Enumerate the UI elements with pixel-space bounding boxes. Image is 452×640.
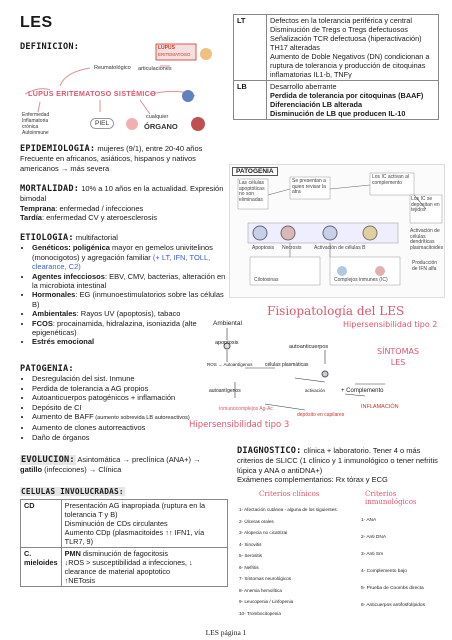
definicion-heading: DEFINICION: (20, 42, 80, 52)
patogenia (20, 364, 216, 442)
fig-badge-1: LUPUS (158, 45, 175, 51)
evolucion-label: EVOLUCION: (21, 455, 75, 465)
epidemiologia-label: EPIDEMIOLOGIA: (20, 144, 96, 154)
list-item: • Perdida de tolerancia a AG propios (32, 384, 216, 393)
diagnostico-label: DIAGNOSTICO: (237, 446, 302, 456)
list-item: • Aumento de clones autorreactivos (32, 423, 216, 432)
criterios-inmuno-list (361, 512, 445, 614)
list-item: 6- Nefritis (239, 564, 259, 570)
fisio-autoantigenos: autoantígenos (209, 388, 241, 394)
patogenia-figure: PATOGENIA Las células apoptóticas no son eliminadas Se presentan a quien revisar la atra Los IC activan al complemento Los IC se depositan en tejidos Apoptosis Necrosis Activación de células B Activación de células dendríticas plasmacitoides Producción de IFN alfa Cilotoxinas Complejos inmunes (IC) (229, 164, 445, 298)
celulas-table (20, 499, 228, 587)
page-title: LES (20, 14, 53, 31)
table-row: LB Desarrollo aberrante Perdida de tolerancia por citoquinas (BAAF) Diferenciación LB alterada Disminución de LB que producen IL-10 (234, 81, 439, 120)
etiologia (20, 233, 226, 347)
list-item: 5- Serositis (239, 553, 262, 558)
hiper3: Hipersensibilidad tipo 3 (189, 420, 290, 430)
fisio-celulas: células plasmáticas (265, 362, 309, 368)
list-item: 6- Anticuerpos antifosfolípidos (361, 603, 425, 608)
list-item: 3- Anti Sm (361, 552, 384, 557)
patogenia-label: PATOGENIA: (20, 364, 74, 374)
fisio-inflamacion: INFLAMACIÓN (361, 404, 399, 410)
table-row: LT Defectos en la tolerancia periférica y central Disminución de Tregs o Tregs defectuosos Señalización TCR defectuosa (hiperactivación) TH17 alteradas Aumento de Doble Negativos (DN) condicionan a ruptura de tolerancia y producción de citoquinas inflamatorias IL1-b, TNFγ (234, 15, 439, 81)
fisio-autoanticuerpos: autoanticuerpos (289, 344, 329, 350)
fig-organo: ÓRGANO (144, 122, 178, 131)
fig-piel: PIEL (90, 118, 114, 129)
celulas-label: CELULAS INVOLUCRADAS: (21, 487, 124, 496)
list-item: 9- Leucopenia / Linfopenia (239, 599, 294, 604)
fig-articulaciones: articulaciones (138, 66, 172, 72)
etiologia-label: ETIOLOGIA: (20, 233, 74, 243)
list-item: • Aumento de BAFF (aumento sobrevida LB autoreactivos) (32, 412, 216, 423)
patogenia-list (20, 374, 216, 442)
patogenia-fig-title: PATOGENIA (232, 167, 278, 176)
criterios-figure (237, 488, 445, 620)
lupus-figure (20, 38, 226, 142)
fisio-ros: ROS → Autoantígenos (207, 362, 253, 367)
fisio-title: Fisiopatología del LES (267, 304, 405, 318)
temprana-label: Temprana (20, 203, 56, 213)
list-item: • Autoanticuerpos patogénicos + inflamación (32, 393, 216, 402)
list-item: 10- Trombocitopenia (239, 610, 281, 616)
sintomas: SÍNTOMAS LES (377, 347, 420, 367)
list-item: • Genéticos: poligénica mayor en gemelos univitelinos (monocigotos) y agregación familiar (+ LT, IFN, TOLL, clearance, C2) (32, 243, 226, 271)
list-item: • Agentes infecciosos: EBV, CMV, bacterias, alteración en la microbiota intestinal (32, 272, 226, 291)
lt-lb-table (233, 14, 439, 120)
mortalidad (20, 184, 226, 223)
list-item: 5- Prueba de Coombs directa (361, 586, 424, 591)
criterios-inmuno-title: Criterios inmunológicos (365, 490, 417, 506)
list-item: 2- Anti DNA (361, 535, 387, 540)
criterios-clinicos-title: Criterios clínicos (259, 490, 320, 498)
list-item: 4- Sinovitis (239, 541, 262, 547)
tardia-label: Tardía (20, 213, 42, 223)
hiper2: Hipersensibilidad tipo 2 (343, 320, 438, 329)
fisio-deposito: depósito en capilares (297, 412, 345, 418)
etiologia-list (20, 243, 226, 346)
list-item: • FCOS: procainamida, hidralazina, isoniazida (alte epigenéticas) (32, 319, 226, 338)
list-item: 8- Anemia hemolítica (239, 587, 282, 593)
page-footer: LES página 1 (205, 628, 247, 637)
fisio-ambiental: Ambiental (213, 320, 242, 327)
fig-badge-2: ERITEMATOSO (158, 52, 191, 57)
list-item: 1- ANA (361, 518, 377, 523)
mortalidad-label: MORTALIDAD: (20, 184, 80, 194)
list-item: 3- Alopecia no cicatrizal (239, 530, 288, 535)
list-item: • Desregulación del sist. Inmune (32, 374, 216, 383)
list-item: • Depósito de CI (32, 403, 216, 412)
fisiopatologia-figure (189, 298, 445, 438)
fig-title: LUPUS ERITEMATOSO SISTÉMICO (28, 89, 157, 98)
fisio-activacion: activación (305, 388, 326, 393)
list-item: 4- Complemento bajo (361, 569, 407, 574)
list-item: • Estrés emocional (32, 337, 226, 346)
list-item: 2- Úlceras orales (239, 518, 274, 524)
evolucion: EVOLUCION: Asintomática → preclínica (ANA+) → gatillo (infecciones) → Clínica (20, 455, 201, 475)
mortalidad-text: 10% a 10 años en la actualidad. Expresión bimodal (20, 184, 224, 204)
epidemiologia-text: mujeres (9/1), entre 20-40 años Frecuente en africanos, asiáticos, hispanos y nativos americanos → más severa (20, 144, 203, 173)
fig-inflamatorio: Enfermedad Inflamatoria crónica Autoinmune (22, 112, 50, 136)
table-row: CD Presentación AG inapropiada (ruptura en la tolerancia T y B) Disminución de CDs circulantes Aumento CDp (plasmacitoides ↑↑ IFN1, vía TLR7, 9) (21, 500, 228, 548)
temprana-text: : enfermedad / infecciones (55, 203, 144, 213)
list-item: • Ambientales: Rayos UV (apoptosis), tabaco (32, 309, 226, 318)
fig-reumatologico: Reumatológico (94, 65, 131, 71)
list-item: • Daño de órganos (32, 433, 216, 442)
list-item: 1- Afectación cutánea - alguna de los siguientes: (239, 507, 338, 512)
gatillo: gatillo (20, 465, 43, 475)
fisio-apoptosis: apoptosis (215, 340, 239, 346)
tardia-text: : enfermedad CV y ateroesclerosis (41, 213, 158, 223)
fig-cualquier: cualquier (146, 114, 169, 120)
etiologia-text: multifactorial (73, 233, 118, 242)
fisio-complemento: + Complemento (341, 388, 384, 394)
criterios-clinicos-list (239, 504, 351, 619)
fisio-inmunocomplejos: Inmunocomplejos Ag-Ac (219, 406, 273, 412)
diagnostico: DIAGNOSTICO: clínica + laboratorio. Tener 4 o más criterios de SLICC (1 clínico y 1 inmunológico o tener nefritis lúpica y ANA o antiDNA+) Exámenes complementarios: Rx tórax y ECG (237, 446, 438, 485)
epidemiologia (20, 144, 226, 173)
table-row: C. mieloides PMN disminución de fagocitosis ↓ROS > susceptibilidad a infecciones, ↓ clearance de material apoptotico ↑NETosis (21, 548, 228, 587)
list-item: • Hormonales: EG (inmunoestimulatorios sobre las células B) (32, 290, 226, 309)
list-item: 7- Síntomas neurológicos (239, 576, 292, 581)
